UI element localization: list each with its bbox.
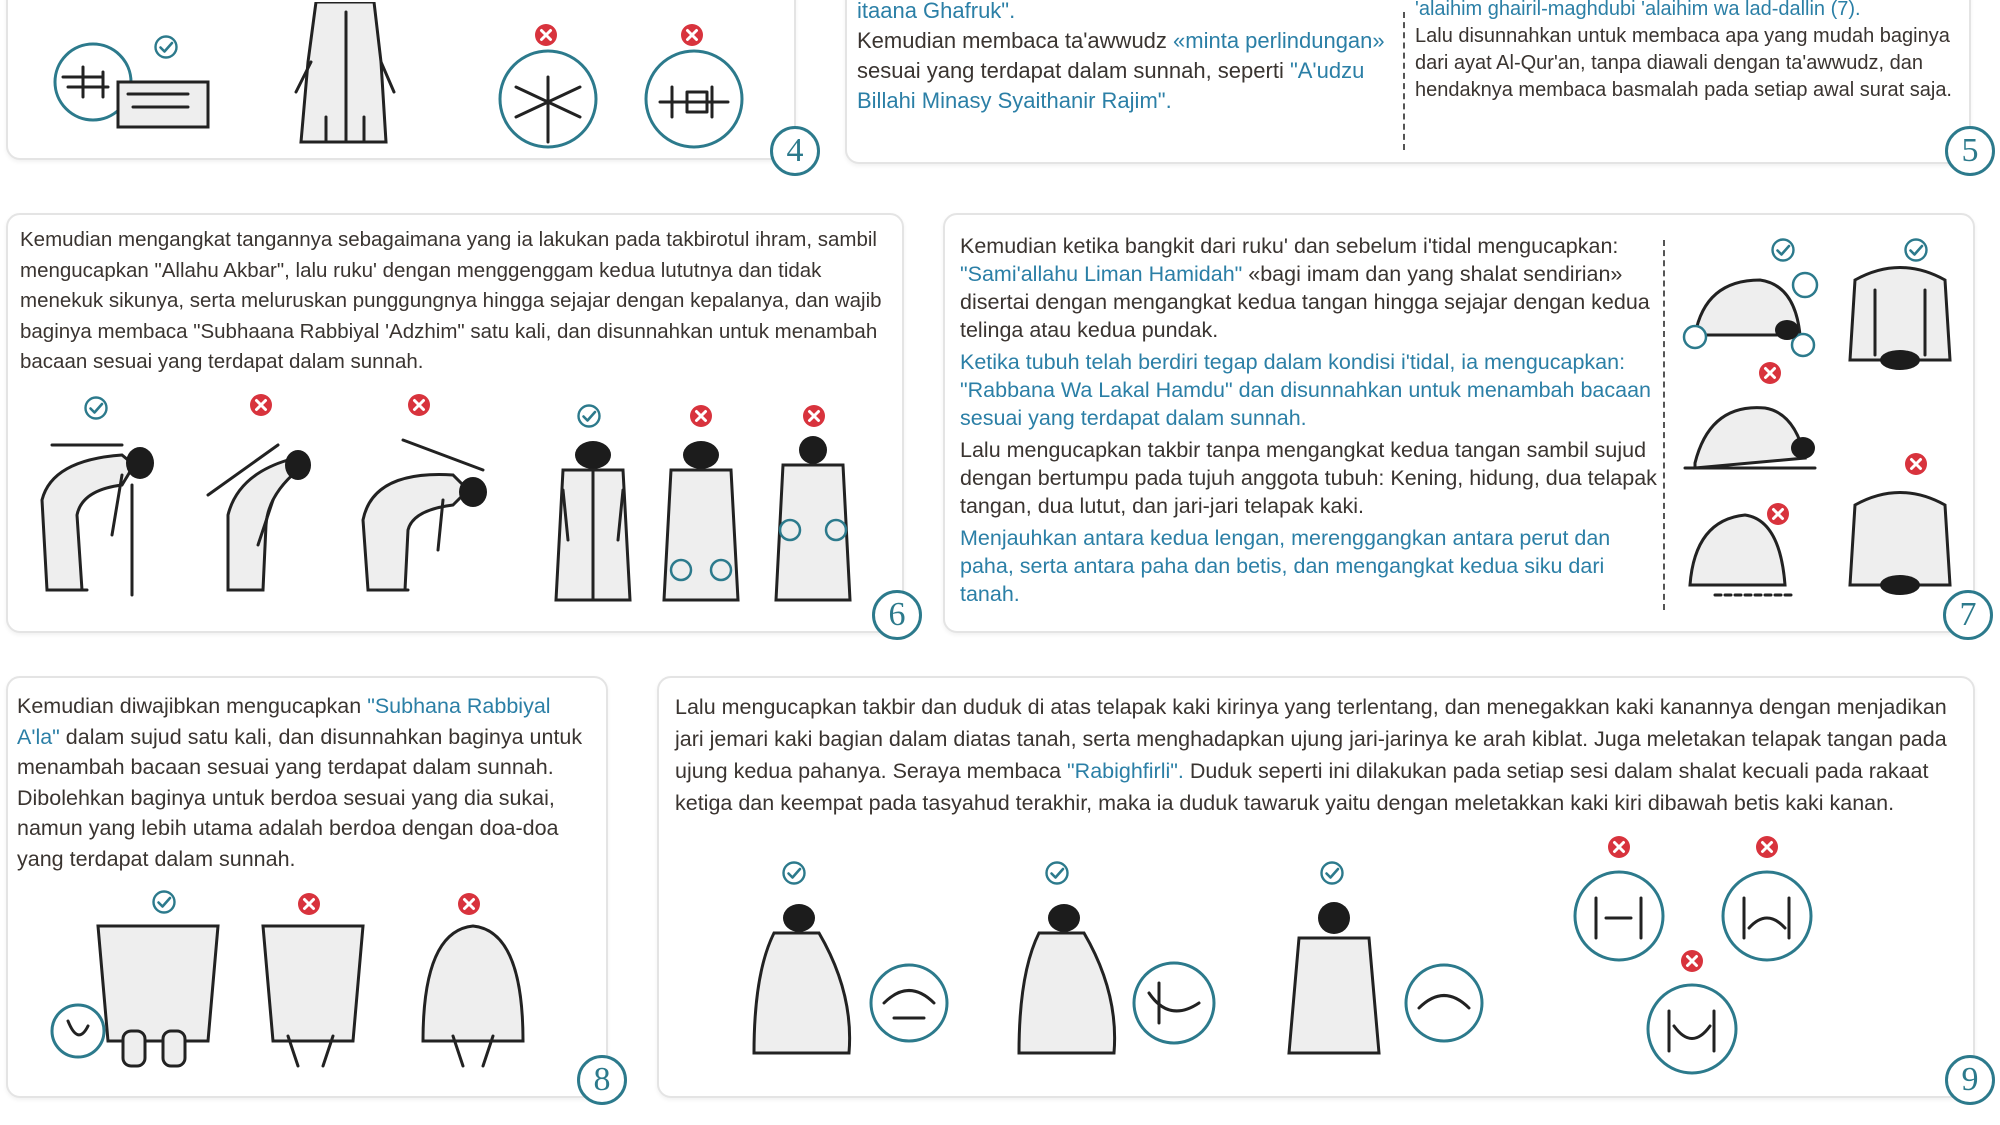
wrong-icon	[688, 403, 714, 429]
duduk-correct-illustration-1	[744, 893, 954, 1073]
correct-icon	[1044, 860, 1070, 886]
ruku-front-wrong-illustration-1	[656, 430, 746, 610]
panel-9	[657, 676, 1975, 1098]
ruku-correct-illustration	[22, 425, 182, 605]
panel-5-right-text: 'alaihim ghairil-maghdubi 'alaihim wa lad-dallin (7). Lalu disunnahkan untuk membaca apa yang mudah baginya dari ayat Al-Qur'an, tanpa diawali dengan ta'awwudz, dan hendaknya membaca basmalah pada setiap awal surat saja.	[1415, 0, 1952, 101]
duduk-wrong-illustration-1	[1571, 868, 1667, 964]
correct-icon	[83, 395, 109, 421]
sujud-feet-wrong-illustration-2	[413, 921, 533, 1071]
panel-7-text: Kemudian ketika bangkit dari ruku' dan sebelum i'tidal mengucapkan: "Sami'allahu Liman Hamidah" «bagi imam dan yang shalat sendirian» disertai dengan mengangkat kedua tangan hingga sejajar dengan kedua telinga atau kedua pundak. Ketika tubuh telah berdiri tegap dalam kondisi i'tidal, ia mengucapkan: "Rabbana Wa Lakal Hamdu" dan disunnahkan untuk menambah bacaan sesuai yang terdapat dalam sunnah. Lalu mengucapkan takbir tanpa mengangkat kedua tangan sambil sujud dengan bertumpu pada tujuh anggota tubuh: Kening, hidung, dua telapak tangan, dua lutut, dan jari-jari telapak kaki. Menjauhkan antara kedua lengan, merenggangkan antara perut dan paha, serta antara paha dan betis, dan mengangkat kedua siku dari tanah.	[960, 234, 1657, 606]
panel-9-text: Lalu mengucapkan takbir dan duduk di atas telapak kaki kirinya yang terlentang, dan menegakkan kaki kanannya dengan menjadikan jari jemari kaki bagian dalam diatas tanah, serta menghadapkan ujung jari-jarinya ke arah kiblat. Juga meletakan telapak tangan pada ujung kedua pahanya. Seraya membaca "Rabighfirli". Duduk seperti ini dilakukan pada setiap sesi dalam shalat kecuali pada rakaat ketiga dan keempat pada tasyahud terakhir, maka ia duduk tawaruk yaitu dengan meletakkan kaki kiri dibawah betis kaki kanan.	[675, 695, 1947, 815]
sujud-back-wrong-illustration	[1845, 485, 1955, 605]
duduk-correct-illustration-2	[1009, 893, 1219, 1073]
duduk-correct-illustration-3	[1279, 893, 1489, 1073]
panel-4	[6, 0, 796, 160]
wrong-icon	[533, 22, 559, 48]
column-divider	[1403, 12, 1405, 150]
step-number-badge: 5	[1945, 126, 1995, 176]
wrong-icon	[1606, 834, 1632, 860]
wrong-icon	[406, 392, 432, 418]
step-number-badge: 9	[1945, 1055, 1995, 1105]
standing-figure-illustration	[286, 2, 406, 147]
panel-6	[6, 213, 904, 633]
correct-icon	[1319, 860, 1345, 886]
sujud-feet-wrong-illustration-1	[253, 921, 373, 1071]
wrong-icon	[456, 891, 482, 917]
correct-icon	[153, 34, 179, 60]
wrong-icon	[296, 891, 322, 917]
panel-6-text: Kemudian mengangkat tangannya sebagaimana yang ia lakukan pada takbirotul ihram, sambil mengucapkan "Allahu Akbar", lalu ruku' dengan menggenggam kedua lututnya dan tidak menekuk sikunya, serta meluruskan punggungnya hingga sejajar dengan kepalanya, dan wajib baginya membaca "Subhaana Rabbiyal 'Adzhim" satu kali, dan disunnahkan untuk menambah bacaan sesuai yang terdapat dalam sunnah.	[20, 228, 882, 373]
step-number-badge: 6	[872, 590, 922, 640]
sujud-back-correct-illustration	[1845, 260, 1955, 380]
ruku-wrong-illustration-2	[343, 430, 503, 610]
correct-icon	[576, 403, 602, 429]
correct-icon	[781, 860, 807, 886]
panel-8-text: Kemudian diwajibkan mengucapkan "Subhana Rabbiyal A'la" dalam sujud satu kali, dan disunnahkan baginya untuk menambah bacaan sesuai yang terdapat dalam sunnah. Dibolehkan baginya untuk berdoa sesuai yang dia sukai, namun yang lebih utama adalah berdoa dengan doa-doa yang terdapat dalam sunnah.	[17, 694, 583, 871]
sujud-feet-correct-illustration	[48, 921, 228, 1071]
wrong-icon	[801, 403, 827, 429]
step-number-badge: 4	[770, 126, 820, 176]
panel-8	[6, 676, 608, 1098]
column-divider	[1663, 240, 1665, 610]
correct-icon	[151, 889, 177, 915]
wrong-icon	[1679, 948, 1705, 974]
ruku-front-wrong-illustration-2	[768, 430, 858, 610]
wrong-hand-illustration-2	[642, 47, 746, 151]
sujud-wrong-illustration-1	[1675, 383, 1825, 483]
wrong-icon	[1754, 834, 1780, 860]
wrong-icon	[679, 22, 705, 48]
panel-5-left-text: itaana Ghafruk". Kemudian membaca ta'awwudz «minta perlindungan» sesuai yang terdapat dalam sunnah, seperti "A'udzu Billahi Minasy Syaithanir Rajim".	[857, 0, 1385, 113]
duduk-wrong-illustration-3	[1644, 981, 1740, 1077]
sujud-wrong-illustration-2	[1675, 495, 1815, 605]
panel-7	[943, 213, 1975, 633]
step-number-badge: 8	[577, 1055, 627, 1105]
hand-position-illustration	[48, 32, 218, 142]
ruku-front-correct-illustration	[548, 430, 638, 610]
wrong-icon	[1903, 451, 1929, 477]
wrong-hand-illustration-1	[496, 47, 600, 151]
duduk-wrong-illustration-2	[1719, 868, 1815, 964]
sujud-correct-illustration	[1675, 255, 1825, 365]
step-number-badge: 7	[1943, 590, 1993, 640]
wrong-icon	[248, 392, 274, 418]
ruku-wrong-illustration-1	[198, 425, 328, 605]
panel-5	[845, 0, 1971, 164]
